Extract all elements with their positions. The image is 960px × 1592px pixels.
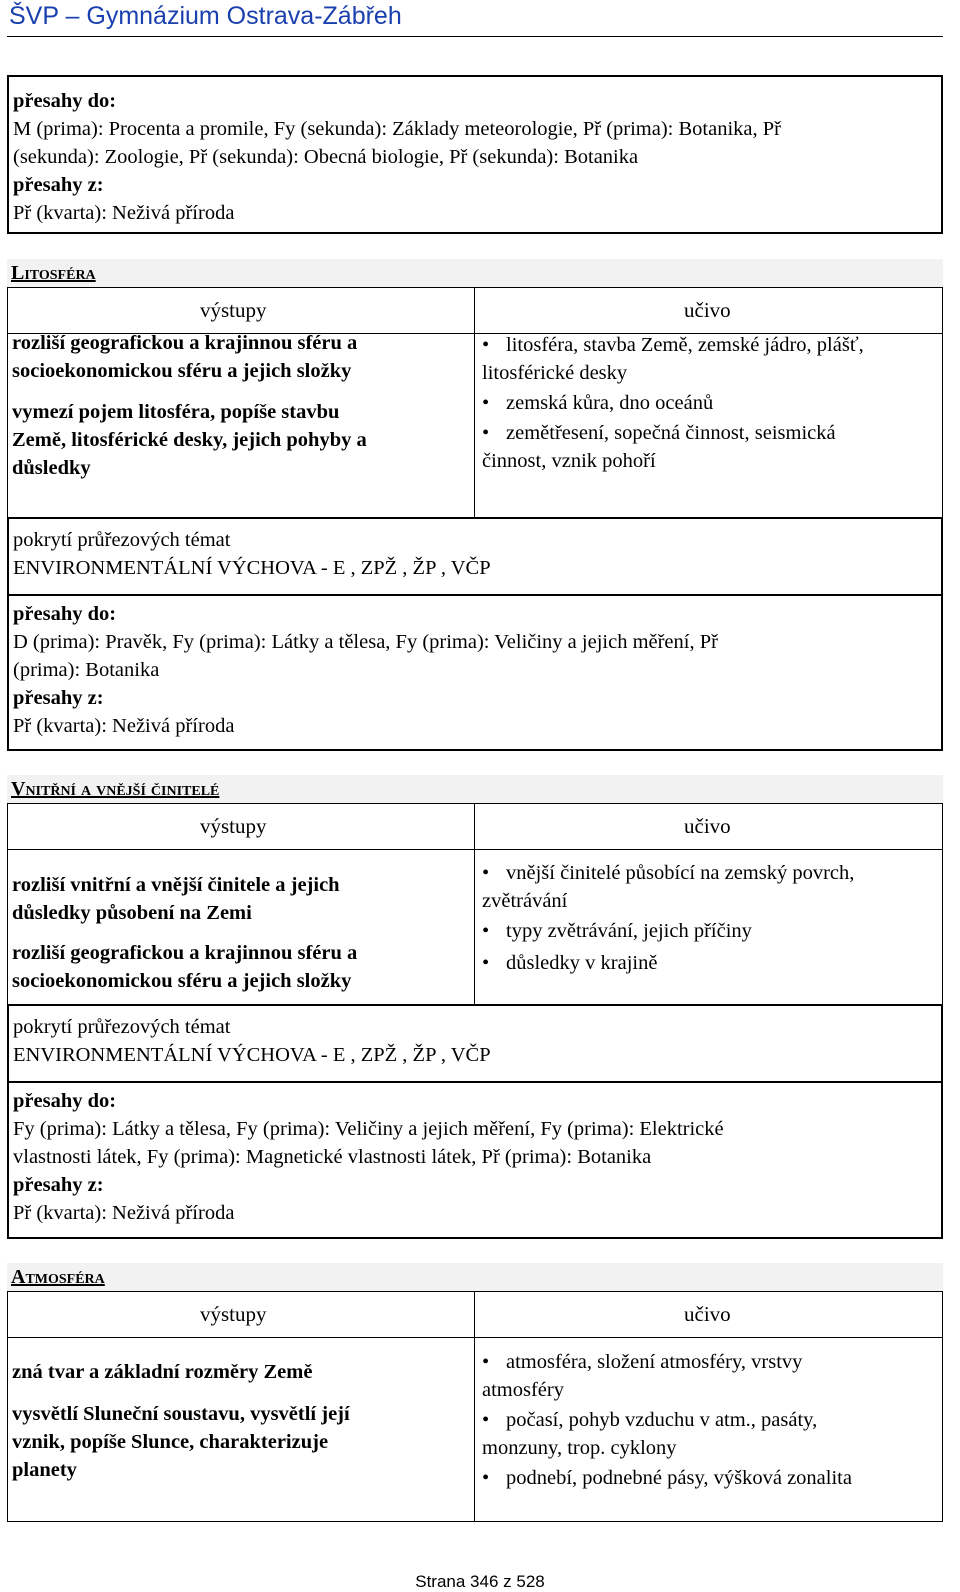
presahy-z-text: Př (kvarta): Neživá příroda: [13, 202, 235, 224]
column-header-vystupy: výstupy: [200, 814, 267, 838]
pokryti-label: pokrytí průřezových témat: [13, 529, 231, 551]
presahy-do-label: přesahy do:: [13, 1090, 117, 1112]
output-line: důsledky: [12, 457, 91, 479]
ucivo-item-continued: činnost, vznik pohoří: [482, 450, 656, 472]
output-line: planety: [12, 1459, 77, 1481]
output-line: vznik, popíše Slunce, charakterizuje: [12, 1431, 329, 1453]
pokryti-label: pokrytí průřezových témat: [13, 1016, 231, 1038]
output-line: socioekonomickou sféru a jejich složky: [12, 970, 352, 992]
ucivo-item: • atmosféra, složení atmosféry, vrstvy: [482, 1348, 802, 1376]
presahy-z-label: přesahy z:: [13, 687, 104, 709]
ucivo-item-continued: monzuny, trop. cyklony: [482, 1437, 677, 1459]
presahy-do-text: vlastnosti látek, Fy (prima): Magnetické vlastnosti látek, Př (prima): Botanika: [13, 1146, 652, 1168]
section-title: Litosféra: [11, 262, 96, 284]
bullet-icon: •: [482, 862, 490, 884]
presahy-do-label: přesahy do:: [13, 603, 117, 625]
bullet-icon: •: [482, 952, 490, 974]
bullet-icon: •: [482, 392, 490, 414]
presahy-do-text: M (prima): Procenta a promile, Fy (sekunda): Základy meteorologie, Př (prima): Botanika, Př: [13, 118, 781, 140]
pokryti-box: [7, 1005, 943, 1082]
bullet-icon: •: [482, 920, 490, 942]
column-header-vystupy: výstupy: [200, 1302, 267, 1326]
column-header-ucivo: učivo: [684, 298, 731, 322]
presahy-do-label: přesahy do:: [13, 90, 117, 112]
presahy-box: [7, 1081, 943, 1239]
ucivo-item-continued: atmosféry: [482, 1379, 564, 1401]
page-header: [7, 0, 943, 37]
section-title: Vnitřní a vnější činitelé: [11, 778, 220, 800]
output-line: socioekonomickou sféru a jejich složky: [12, 360, 352, 382]
presahy-do-text: (sekunda): Zoologie, Př (sekunda): Obecná biologie, Př (sekunda): Botanika: [13, 146, 639, 168]
output-line: zná tvar a základní rozměry Země: [12, 1361, 313, 1383]
presahy-z-label: přesahy z:: [13, 1174, 104, 1196]
column-header-ucivo: učivo: [684, 814, 731, 838]
presahy-do-text: (prima): Botanika: [13, 659, 160, 681]
ucivo-item: • vnější činitelé působící na zemský povrch,: [482, 859, 854, 887]
pokryti-text: ENVIRONMENTÁLNÍ VÝCHOVA - E , ZPŽ , ŽP , VČP: [13, 1044, 491, 1066]
presahy-z-label: přesahy z:: [13, 174, 104, 196]
presahy-box: [7, 594, 943, 751]
output-line: důsledky působení na Zemi: [12, 902, 252, 924]
column-divider: [474, 804, 475, 1004]
ucivo-item: • důsledky v krajině: [482, 949, 657, 977]
header-divider: [8, 1337, 942, 1338]
ucivo-item: • litosféra, stavba Země, zemské jádro, plášť,: [482, 331, 864, 359]
header-divider: [8, 849, 942, 850]
ucivo-item: • zemská kůra, dno oceánů: [482, 389, 713, 417]
ucivo-item: • typy zvětrávání, jejich příčiny: [482, 917, 752, 945]
presahy-do-text: D (prima): Pravěk, Fy (prima): Látky a tělesa, Fy (prima): Veličiny a jejich měření, Př: [13, 631, 718, 653]
presahy-do-text: Fy (prima): Látky a tělesa, Fy (prima): Veličiny a jejich měření, Fy (prima): Elektrické: [13, 1118, 724, 1140]
output-line: rozliší geografickou a krajinnou sféru a: [12, 332, 358, 354]
column-divider: [474, 288, 475, 517]
ucivo-item: • podnebí, podnebné pásy, výšková zonalita: [482, 1464, 852, 1492]
table-atmosfera: [7, 1291, 943, 1522]
presahy-z-text: Př (kvarta): Neživá příroda: [13, 1202, 235, 1224]
column-divider: [474, 1292, 475, 1521]
bullet-icon: •: [482, 1467, 490, 1489]
table-litosfera: [7, 287, 943, 518]
output-line: rozliší geografickou a krajinnou sféru a: [12, 942, 358, 964]
section-title: Atmosféra: [11, 1266, 105, 1288]
pokryti-box: [7, 518, 943, 595]
ucivo-item-continued: litosférické desky: [482, 362, 628, 384]
presahy-box-top: [7, 75, 943, 234]
presahy-z-text: Př (kvarta): Neživá příroda: [13, 715, 235, 737]
bullet-icon: •: [482, 1409, 490, 1431]
output-line: vymezí pojem litosféra, popíše stavbu: [12, 401, 340, 423]
bullet-icon: •: [482, 1351, 490, 1373]
ucivo-item: • počasí, pohyb vzduchu v atm., pasáty,: [482, 1406, 817, 1434]
column-header-vystupy: výstupy: [200, 298, 267, 322]
section-heading-atmosfera: [7, 1263, 943, 1291]
ucivo-item-continued: zvětrávání: [482, 890, 568, 912]
document-title: ŠVP – Gymnázium Ostrava-Zábřeh: [9, 2, 402, 30]
ucivo-item: • zemětřesení, sopečná činnost, seismická: [482, 419, 836, 447]
section-heading-litosfera: [7, 259, 943, 287]
section-heading-vnitrni-vnejsi: [7, 775, 943, 803]
bullet-icon: •: [482, 334, 490, 356]
pokryti-text: ENVIRONMENTÁLNÍ VÝCHOVA - E , ZPŽ , ŽP , VČP: [13, 557, 491, 579]
output-line: vysvětlí Sluneční soustavu, vysvětlí její: [12, 1403, 350, 1425]
page-number: Strana 346 z 528: [415, 1572, 545, 1591]
table-vnitrni-vnejsi: [7, 803, 943, 1005]
output-line: rozliší vnitřní a vnější činitele a jejich: [12, 874, 340, 896]
bullet-icon: •: [482, 422, 490, 444]
column-header-ucivo: učivo: [684, 1302, 731, 1326]
output-line: Země, litosférické desky, jejich pohyby a: [12, 429, 367, 451]
